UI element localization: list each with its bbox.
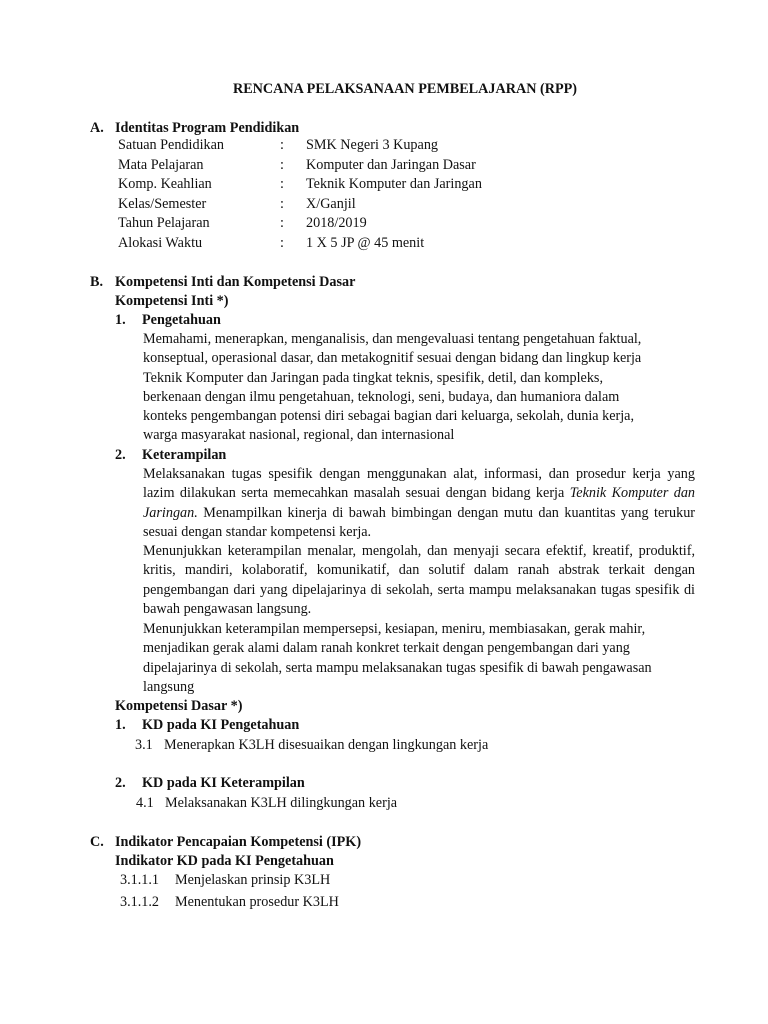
ki2-p1-text-a: Melaksanakan tugas spesifik dengan menggunakan alat, informasi, dan prosedur kerja yang lazim dilakukan serta memecahkan masalah sesuai dengan bidang kerja	[143, 466, 695, 502]
kd2-item-text: Melaksanakan K3LH dilingkungan kerja	[165, 795, 398, 811]
identity-table	[118, 136, 482, 253]
ki2-heading	[115, 446, 226, 465]
identity-colon: :	[280, 156, 284, 173]
kd2-heading	[115, 774, 305, 793]
identity-row	[118, 214, 482, 234]
ki1-title: Pengetahuan	[142, 312, 221, 328]
kd2-item	[136, 794, 397, 813]
ipk-item-number: 3.1.1.2	[120, 894, 160, 910]
section-c-letter: C.	[90, 834, 104, 850]
identity-label: Komp. Keahlian	[118, 176, 212, 192]
identity-value: X/Ganjil	[306, 195, 356, 212]
identity-colon: :	[280, 195, 284, 212]
ipk-item	[120, 893, 339, 912]
ki1-line: warga masyarakat nasional, regional, dan internasional	[143, 427, 455, 444]
kd1-heading	[115, 716, 299, 735]
identity-colon: :	[280, 215, 284, 231]
kd2-number: 2.	[115, 775, 126, 791]
ki1-line: Teknik Komputer dan Jaringan pada tingkat teknis, spesifik, detil, dan kompleks,	[143, 369, 604, 386]
document-title: RENCANA PELAKSANAAN PEMBELAJARAN (RPP)	[232, 81, 578, 97]
ki-heading: Kompetensi Inti *)	[115, 293, 229, 309]
ki2-p3-line: menjadikan gerak alami dalam ranah konkret terkait dengan pengembangan dari yang	[143, 640, 630, 657]
ki1-line: konteks pengembangan potensi diri sebagai bagian dari keluarga, sekolah, dunia kerja,	[143, 408, 635, 425]
kd2-item-number: 4.1	[136, 795, 154, 811]
ipk-item-number: 3.1.1.1	[120, 872, 160, 888]
kd1-number: 1.	[115, 717, 126, 733]
identity-label: Mata Pelajaran	[118, 156, 204, 173]
identity-label: Satuan Pendidikan	[118, 137, 224, 153]
ki2-title: Keterampilan	[142, 447, 227, 463]
kd-heading: Kompetensi Dasar *)	[115, 698, 243, 714]
section-b-title: Kompetensi Inti dan Kompetensi Dasar	[115, 274, 356, 290]
section-a-letter: A.	[90, 120, 104, 136]
ki2-p1-italic: Teknik Komputer dan Jaringan.	[143, 485, 696, 521]
identity-label: Tahun Pelajaran	[118, 215, 210, 231]
identity-value: 2018/2019	[306, 215, 367, 231]
identity-colon: :	[280, 176, 284, 192]
section-c-heading	[90, 833, 361, 852]
ipk-item	[120, 871, 330, 890]
ipk-item-text: Menentukan prosedur K3LH	[175, 894, 339, 910]
identity-value: Teknik Komputer dan Jaringan	[306, 176, 482, 192]
identity-row	[118, 136, 482, 156]
identity-row	[118, 234, 482, 254]
identity-colon: :	[280, 234, 284, 251]
identity-row	[118, 195, 482, 215]
ipk-sub-heading: Indikator KD pada KI Pengetahuan	[115, 853, 334, 869]
kd1-item	[135, 736, 488, 755]
identity-row	[118, 156, 482, 176]
identity-value: Komputer dan Jaringan Dasar	[306, 156, 476, 173]
identity-label: Kelas/Semester	[118, 195, 207, 212]
ki1-line: berkenaan dengan ilmu pengetahuan, teknologi, seni, budaya, dan humaniora dalam	[143, 388, 620, 405]
ki2-number: 2.	[115, 447, 126, 463]
kd1-item-number: 3.1	[135, 737, 153, 753]
section-c-title: Indikator Pencapaian Kompetensi (IPK)	[115, 834, 362, 850]
identity-colon: :	[280, 137, 284, 153]
ki2-p3-line: Menunjukkan keterampilan mempersepsi, kesiapan, meniru, membiasakan, gerak mahir,	[143, 621, 646, 637]
kd1-title: KD pada KI Pengetahuan	[142, 717, 300, 733]
ki1-line: konseptual, operasional dasar, dan metakognitif sesuai dengan bidang dan lingkup kerja	[143, 350, 642, 367]
section-b-heading	[90, 273, 355, 292]
identity-value: 1 X 5 JP @ 45 menit	[306, 234, 425, 251]
ki2-paragraph-1	[143, 465, 695, 542]
ki1-number: 1.	[115, 312, 126, 328]
ki1-line: Memahami, menerapkan, menganalisis, dan mengevaluasi tentang pengetahuan faktual,	[143, 331, 642, 347]
identity-label: Alokasi Waktu	[118, 234, 203, 251]
kd1-item-text: Menerapkan K3LH disesuaikan dengan lingkungan kerja	[164, 737, 489, 753]
ki1-heading	[115, 311, 221, 330]
ipk-item-text: Menjelaskan prinsip K3LH	[175, 872, 331, 888]
ki2-p3-line: langsung	[143, 678, 195, 695]
identity-value: SMK Negeri 3 Kupang	[306, 137, 439, 153]
ki2-p3-line: dipelajarinya di sekolah, serta mampu melaksanakan tugas spesifik di bawah pengawasan	[143, 659, 652, 676]
ki2-paragraph-3	[143, 620, 695, 697]
section-b-letter: B.	[90, 274, 104, 290]
identity-row	[118, 175, 482, 195]
ki2-p1-text-b: Menampilkan kinerja di bawah bimbingan dengan mutu dan kuantitas yang terukur sesuai dengan standar kompetensi kerja.	[143, 504, 696, 540]
ki2-paragraph-2: Menunjukkan keterampilan menalar, mengolah, dan menyaji secara efektif, kreatif, produktif, kritis, mandiri, kolaboratif, komunikatif, dan solutif dalam ranah abstrak terkait dengan pengembangan dari yang dipelajarinya di sekolah, serta mampu melaksanakan tugas spesifik di bawah pengawasan langsung.	[143, 543, 695, 617]
section-a-title: Identitas Program Pendidikan	[115, 120, 300, 136]
ki1-paragraph	[143, 330, 695, 446]
kd2-title: KD pada KI Keterampilan	[142, 775, 305, 791]
